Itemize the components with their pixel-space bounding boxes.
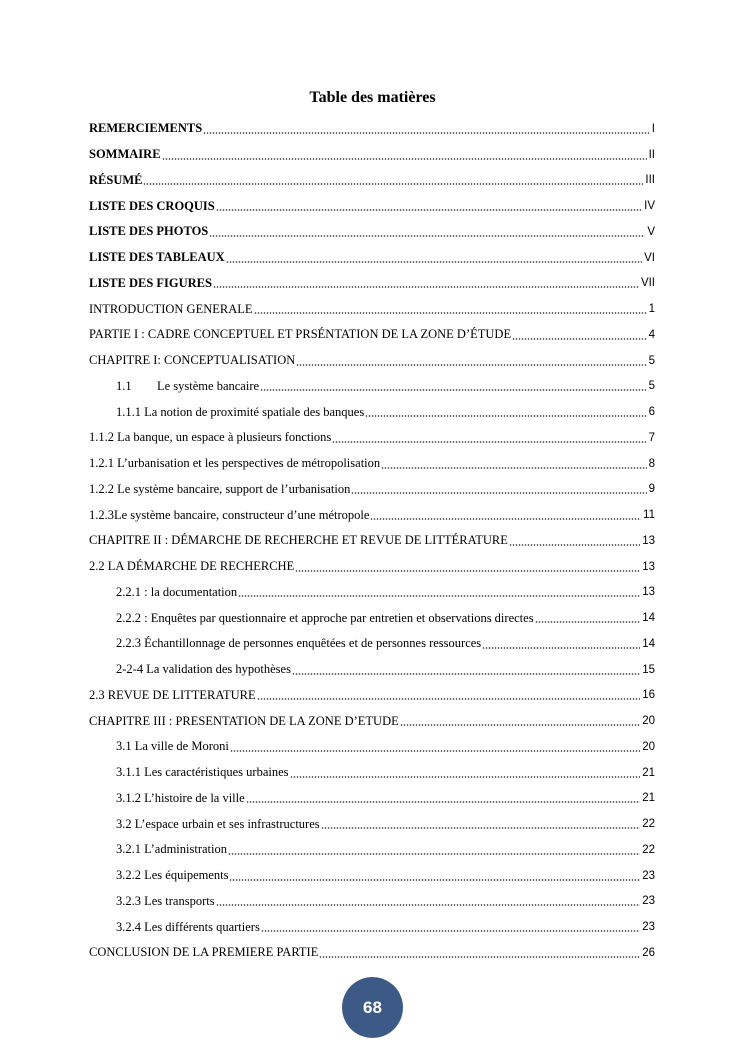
toc-entry-page: 11 [643, 509, 655, 522]
toc-entry[interactable] [89, 193, 655, 219]
toc-entry-label: 2-2-4 La validation des hypothèses [116, 662, 291, 677]
toc-entry-page: V [647, 225, 655, 238]
dot-leader [229, 878, 640, 882]
toc-entry-page: 23 [642, 895, 655, 908]
toc-entry[interactable] [89, 271, 655, 297]
toc-entry-label: LISTE DES TABLEAUX [89, 250, 225, 265]
toc-entry-page: VII [640, 277, 655, 290]
toc-entry-page: IV [644, 200, 655, 213]
toc-entry-label: RÉSUMÉ [89, 172, 143, 187]
toc-entry-page: 13 [642, 586, 655, 599]
toc-entry-page: 5 [648, 380, 655, 393]
toc-entry-page: 13 [642, 560, 655, 573]
toc-entry[interactable] [89, 708, 655, 734]
dot-leader [351, 491, 646, 495]
dot-leader [512, 337, 647, 341]
dot-leader [216, 903, 641, 907]
dot-leader [246, 800, 641, 804]
toc-entry[interactable] [89, 245, 655, 271]
toc-entry-label: CONCLUSION DE LA PREMIERE PARTIE [89, 945, 319, 960]
toc-entry-label: 2.2.1 : la documentation [116, 584, 238, 599]
toc-entry-page: 7 [648, 431, 655, 444]
dot-leader [254, 311, 647, 315]
toc-entry[interactable] [89, 296, 655, 322]
toc-entry[interactable] [89, 142, 655, 168]
toc-entry-label: SOMMAIRE [89, 147, 161, 162]
toc-entry-page: 22 [642, 818, 655, 831]
toc-entry-page: III [645, 174, 655, 187]
toc-entry-label: 2.3 REVUE DE LITTERATURE [89, 687, 256, 702]
toc-entry-page: 14 [642, 612, 655, 625]
dot-leader [400, 723, 640, 727]
dot-leader [296, 363, 646, 367]
toc-entry[interactable] [89, 219, 655, 245]
toc-entry-number: 1.1 [116, 378, 132, 393]
toc-entry[interactable] [89, 914, 655, 940]
dot-leader [370, 517, 641, 521]
toc-entry-page: 14 [642, 637, 655, 650]
toc-entry-label [116, 379, 259, 394]
toc-entry[interactable] [89, 940, 655, 966]
toc-entry[interactable] [89, 477, 655, 503]
toc-entry[interactable] [89, 399, 655, 425]
dot-leader [213, 285, 639, 289]
dot-leader [295, 569, 640, 573]
toc-entry-text: Le système bancaire [157, 378, 260, 393]
toc-title: Table des matières [309, 89, 436, 106]
toc-entry-label: REMERCIEMENTS [89, 121, 203, 136]
toc-entry[interactable] [89, 528, 655, 554]
toc-entry[interactable] [89, 734, 655, 760]
toc-entry-page: 15 [642, 663, 655, 676]
toc-entry[interactable] [89, 348, 655, 374]
toc-entry-label: LISTE DES PHOTOS [89, 224, 209, 239]
toc-entry[interactable] [89, 116, 655, 142]
toc-entry[interactable] [89, 760, 655, 786]
table-of-contents [89, 116, 655, 966]
dot-leader [509, 543, 640, 547]
dot-leader [482, 646, 640, 650]
toc-entry-page: 13 [642, 534, 655, 547]
dot-leader [321, 826, 641, 830]
toc-entry-label: 2.2 LA DÉMARCHE DE RECHERCHE [89, 559, 295, 574]
dot-leader [203, 131, 650, 135]
toc-entry-page: 20 [642, 740, 655, 753]
dot-leader [365, 414, 646, 418]
toc-entry-label: 1.1.1 La notion de proximité spatiale des banques [116, 404, 365, 419]
toc-entry-page: 1 [648, 303, 655, 316]
toc-entry[interactable] [89, 451, 655, 477]
toc-entry[interactable] [89, 863, 655, 889]
toc-entry[interactable] [89, 322, 655, 348]
toc-entry-page: I [651, 122, 655, 135]
toc-entry-label: PARTIE I : CADRE CONCEPTUEL ET PRSÉNTATION DE LA ZONE D’ÉTUDE [89, 327, 512, 342]
dot-leader [230, 749, 640, 753]
toc-entry-label: 3.2.3 Les transports [116, 893, 215, 908]
toc-entry[interactable] [89, 786, 655, 812]
toc-entry-page: 23 [642, 921, 655, 934]
dot-leader [238, 594, 640, 598]
toc-entry-label: INTRODUCTION GENERALE [89, 301, 253, 316]
toc-entry-label: 1.2.3Le système bancaire, constructeur d’une métropole [89, 507, 370, 522]
toc-entry[interactable] [89, 425, 655, 451]
toc-entry-label: 3.2.4 Les différents quartiers [116, 919, 260, 934]
dot-leader [143, 182, 643, 186]
toc-entry[interactable] [89, 374, 655, 400]
toc-entry-page: VI [644, 251, 655, 264]
toc-entry-page: II [648, 148, 655, 161]
toc-entry-page: 8 [648, 457, 655, 470]
toc-entry-label: 3.1.2 L’histoire de la ville [116, 790, 245, 805]
dot-leader [290, 775, 641, 779]
dot-leader [319, 955, 640, 959]
toc-entry-page: 23 [642, 869, 655, 882]
toc-entry-page: 21 [642, 766, 655, 779]
toc-entry-label: 1.1.2 La banque, un espace à plusieurs fonctions [89, 430, 332, 445]
page-number-badge: 68 [342, 977, 403, 1038]
toc-entry-label: 2.2.3 Échantillonnage de personnes enquêtées et de personnes ressources [116, 636, 482, 651]
toc-entry-label: 3.2.1 L’administration [116, 842, 227, 857]
toc-entry[interactable] [89, 683, 655, 709]
toc-entry-page: 26 [642, 946, 655, 959]
toc-entry-label: 2.2.2 : Enquêtes par questionnaire et approche par entretien et observations directes [116, 610, 534, 625]
toc-entry-label: 3.2 L’espace urbain et ses infrastructures [116, 816, 320, 831]
toc-entry-label: 3.2.2 Les équipements [116, 868, 229, 883]
dot-leader [257, 697, 641, 701]
toc-entry[interactable] [89, 580, 655, 606]
toc-entry-label: 1.2.1 L’urbanisation et les perspectives de métropolisation [89, 456, 381, 471]
toc-entry[interactable] [89, 889, 655, 915]
toc-entry-page: 9 [648, 483, 655, 496]
toc-entry-page: 5 [648, 354, 655, 367]
toc-entry[interactable] [89, 837, 655, 863]
toc-entry-label: 1.2.2 Le système bancaire, support de l’urbanisation [89, 481, 351, 496]
toc-entry-page: 20 [642, 715, 655, 728]
dot-leader [260, 388, 647, 392]
dot-leader [162, 157, 647, 161]
dot-leader [228, 852, 640, 856]
toc-entry-label: LISTE DES FIGURES [89, 275, 212, 290]
dot-leader [261, 929, 640, 933]
toc-entry[interactable] [89, 631, 655, 657]
toc-entry-page: 22 [642, 843, 655, 856]
toc-entry-label: CHAPITRE III : PRESENTATION DE LA ZONE D’ETUDE [89, 713, 399, 728]
dot-leader [209, 234, 645, 238]
toc-entry-page: 6 [648, 406, 655, 419]
dot-leader [292, 672, 640, 676]
toc-entry[interactable] [89, 657, 655, 683]
toc-entry-page: 21 [642, 792, 655, 805]
toc-entry-label: LISTE DES CROQUIS [89, 198, 215, 213]
toc-entry-page: 16 [642, 689, 655, 702]
toc-entry[interactable] [89, 605, 655, 631]
dot-leader [226, 260, 642, 264]
dot-leader [332, 440, 646, 444]
toc-entry[interactable] [89, 168, 655, 194]
toc-entry[interactable] [89, 811, 655, 837]
dot-leader [535, 620, 641, 624]
toc-entry-label: CHAPITRE II : DÉMARCHE DE RECHERCHE ET REVUE DE LITTÉRATURE [89, 533, 508, 548]
toc-entry[interactable] [89, 502, 655, 528]
toc-entry-label: CHAPITRE I: CONCEPTUALISATION [89, 353, 296, 368]
dot-leader [381, 466, 646, 470]
toc-entry-page: 4 [648, 328, 655, 341]
toc-entry[interactable] [89, 554, 655, 580]
dot-leader [216, 208, 642, 212]
toc-entry-label: 3.1 La ville de Moroni [116, 739, 229, 754]
toc-entry-label: 3.1.1 Les caractéristiques urbaines [116, 765, 289, 780]
